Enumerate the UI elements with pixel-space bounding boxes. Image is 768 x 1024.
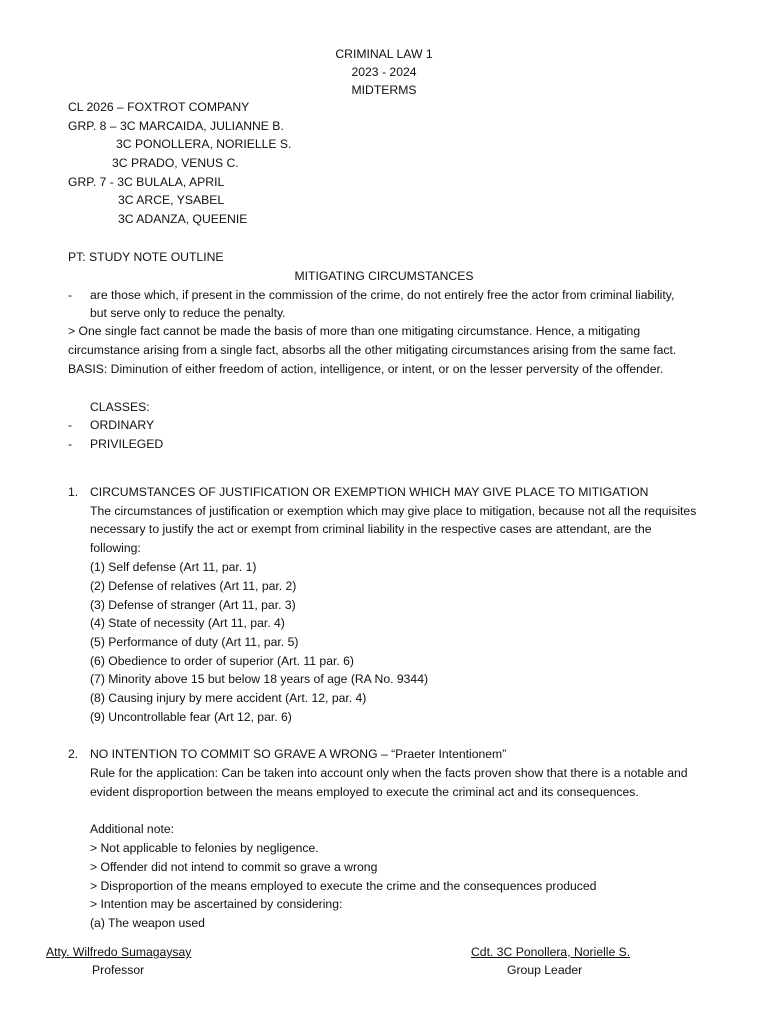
professor-name: Atty. Wilfredo Sumagaysay xyxy=(46,945,192,959)
note-line: > One single fact cannot be made the basis of more than one mitigating circumstance. Hence, a mitigating xyxy=(68,324,641,338)
pt-label: PT: STUDY NOTE OUTLINE xyxy=(68,250,224,264)
note-item: > Offender did not intend to commit so grave a wrong xyxy=(90,860,378,874)
group8-member: 3C PONOLLERA, NORIELLE S. xyxy=(116,137,292,151)
bullet-dash: - xyxy=(68,437,73,451)
list-item: (4) State of necessity (Art 11, par. 4) xyxy=(90,616,285,630)
list-item: (1) Self defense (Art 11, par. 1) xyxy=(90,560,257,574)
bullet-dash: - xyxy=(68,288,73,302)
section-body: following: xyxy=(90,541,141,555)
course-title: CRIMINAL LAW 1 xyxy=(335,47,433,61)
group8-leader: GRP. 8 – 3C MARCAIDA, JULIANNE B. xyxy=(68,119,284,133)
note-heading: Additional note: xyxy=(90,822,175,836)
list-item: (2) Defense of relatives (Art 11, par. 2) xyxy=(90,579,297,593)
classes-heading: CLASSES: xyxy=(90,400,150,414)
basis-line: BASIS: Diminution of either freedom of action, intelligence, or intent, or on the lesser perversity of the offender. xyxy=(68,362,664,376)
group-leader-name: Cdt. 3C Ponollera, Norielle S. xyxy=(471,945,631,959)
note-item: > Intention may be ascertained by considering: xyxy=(90,897,343,911)
section-title: MITIGATING CIRCUMSTANCES xyxy=(294,269,474,283)
section-heading: NO INTENTION TO COMMIT SO GRAVE A WRONG – “Praeter Intentionem” xyxy=(90,747,507,761)
professor-role: Professor xyxy=(92,963,145,977)
note-line: circumstance arising from a single fact, absorbs all the other mitigating circumstances arising from the same fact. xyxy=(68,343,677,357)
group7-leader: GRP. 7 - 3C BULALA, APRIL xyxy=(68,175,225,189)
group-leader-role: Group Leader xyxy=(507,963,583,977)
list-item: (5) Performance of duty (Art 11, par. 5) xyxy=(90,635,299,649)
term-title: MIDTERMS xyxy=(351,83,417,97)
section-heading: CIRCUMSTANCES OF JUSTIFICATION OR EXEMPTION WHICH MAY GIVE PLACE TO MITIGATION xyxy=(90,485,649,499)
list-item: (6) Obedience to order of superior (Art. 11 par. 6) xyxy=(90,654,354,668)
class-item: PRIVILEGED xyxy=(90,437,164,451)
section-body: necessary to justify the act or exempt from criminal liability in the respective cases are attendant, are the xyxy=(90,522,652,536)
definition-line: are those which, if present in the commission of the crime, do not entirely free the actor from criminal liability, xyxy=(90,288,675,302)
section-number: 1. xyxy=(68,485,79,499)
note-item: > Disproportion of the means employed to execute the crime and the consequences produced xyxy=(90,879,597,893)
list-item: (3) Defense of stranger (Art 11, par. 3) xyxy=(90,598,296,612)
company-line: CL 2026 – FOXTROT COMPANY xyxy=(68,100,250,114)
section-body: The circumstances of justification or exemption which may give place to mitigation, because not all the requisites xyxy=(90,504,697,518)
note-item: (a) The weapon used xyxy=(90,916,205,930)
group7-member: 3C ARCE, YSABEL xyxy=(118,193,225,207)
class-item: ORDINARY xyxy=(90,418,155,432)
bullet-dash: - xyxy=(68,418,73,432)
list-item: (7) Minority above 15 but below 18 years of age (RA No. 9344) xyxy=(90,672,429,686)
list-item: (8) Causing injury by mere accident (Art. 12, par. 4) xyxy=(90,691,367,705)
rule-line: Rule for the application: Can be taken into account only when the facts proven show that there is a notable and xyxy=(90,766,688,780)
group8-member: 3C PRADO, VENUS C. xyxy=(112,156,239,170)
definition-line: but serve only to reduce the penalty. xyxy=(90,306,286,320)
section-number: 2. xyxy=(68,747,79,761)
rule-line: evident disproportion between the means employed to execute the criminal act and its consequences. xyxy=(90,785,639,799)
list-item: (9) Uncontrollable fear (Art 12, par. 6) xyxy=(90,710,292,724)
note-item: > Not applicable to felonies by negligence. xyxy=(90,841,319,855)
school-year: 2023 - 2024 xyxy=(351,65,417,79)
group7-member: 3C ADANZA, QUEENIE xyxy=(118,212,248,226)
